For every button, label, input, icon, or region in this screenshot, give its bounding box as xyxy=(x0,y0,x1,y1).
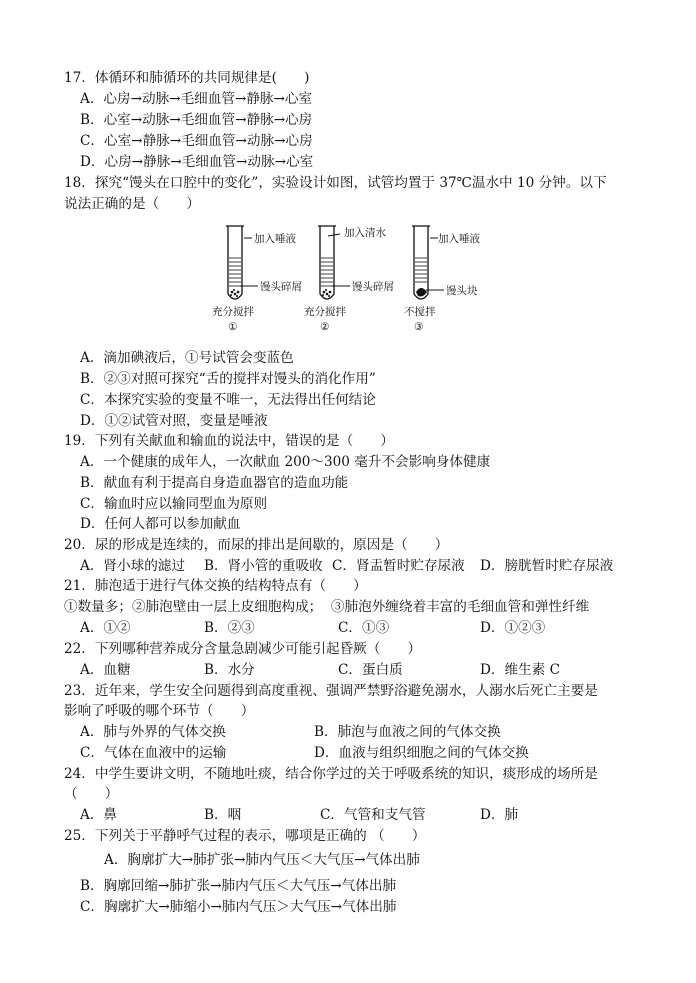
q25-stem: 25．下列关于平静呼气过程的表示，哪项是正确的 （ ） xyxy=(64,828,426,844)
tube2-number: ② xyxy=(320,321,330,333)
q18-option-c: C．本探究实验的变量不唯一，无法得出任何结论 xyxy=(80,392,376,408)
q20-stem: 20．尿的形成是连续的，而尿的排出是间歇的，原因是（ ） xyxy=(64,537,449,553)
tube3-bottom-label: 不搅拌 xyxy=(404,306,436,318)
q18-option-d: D．①②试管对照，变量是唾液 xyxy=(80,413,268,429)
tube3-number: ③ xyxy=(414,321,424,333)
q18-stem-line2: 说法正确的是（ ） xyxy=(64,196,200,212)
q23-option-a: A．肺与外界的气体交换 xyxy=(80,724,226,740)
q23-option-d: D．血液与组织细胞之间的气体交换 xyxy=(314,745,529,761)
q21-option-b: B．②③ xyxy=(204,620,255,636)
q23-stem-line1: 23．近年来，学生安全问题得到高度重视、强调严禁野浴避免溺水，人溺水后死亡主要是 xyxy=(64,683,598,699)
tube2-side-label: 馒头碎屑 xyxy=(352,281,394,293)
q19-option-d: D．任何人都可以参加献血 xyxy=(80,516,241,532)
q22-option-c: C．蛋白质 xyxy=(338,662,403,678)
q20-option-c: C．肾盂暂时贮存尿液 xyxy=(332,558,465,574)
tube3-top-label: 加入唾液 xyxy=(438,233,480,245)
q17-stem: 17．体循环和肺循环的共同规律是( ) xyxy=(64,70,310,86)
q24-option-d: D．肺 xyxy=(480,807,519,823)
q25-option-b: B．胸廓回缩→肺扩张→肺内气压＜大气压→气体出肺 xyxy=(80,878,397,894)
q23-option-b: B．肺泡与血液之间的气体交换 xyxy=(314,724,501,740)
test-tube-figure xyxy=(206,224,486,336)
q22-options xyxy=(80,661,560,679)
tube2-bottom-label: 充分搅拌 xyxy=(304,306,346,318)
tube3-side-label: 馒头块 xyxy=(446,285,478,297)
q21-option-a: A．①② xyxy=(80,620,131,636)
q21-option-c: C．①③ xyxy=(338,620,390,636)
q23-options-row2 xyxy=(80,744,529,762)
q20-option-d: D．膀胱暂时贮存尿液 xyxy=(480,558,614,574)
q22-option-a: A．血糖 xyxy=(80,662,131,678)
tube1-number: ① xyxy=(228,321,238,333)
q19-option-b: B．献血有利于提高自身造血器官的造血功能 xyxy=(80,475,349,491)
q24-option-a: A．鼻 xyxy=(80,807,118,823)
q20-option-a: A．肾小球的滤过 xyxy=(80,558,185,574)
q25-option-c: C．胸廓扩大→肺缩小→肺内气压＞大气压→气体出肺 xyxy=(80,899,397,915)
q17-option-b: B．心室→动脉→毛细血管→静脉→心房 xyxy=(80,112,313,128)
tube1-top-label: 加入唾液 xyxy=(254,233,296,245)
q21-option-d: D．①②③ xyxy=(480,620,546,636)
q22-option-b: B．水分 xyxy=(204,662,255,678)
q23-option-c: C．气体在血液中的运输 xyxy=(80,745,227,761)
q19-option-a: A．一个健康的成年人，一次献血 200～300 毫升不会影响身体健康 xyxy=(80,454,491,470)
q21-statements: ①数量多；②肺泡壁由一层上皮细胞构成； ③肺泡外缠绕着丰富的毛细血管和弹性纤维 xyxy=(64,599,590,615)
q19-option-c: C．输血时应以输同型血为原则 xyxy=(80,496,268,512)
q25-option-a: A．胸廓扩大→肺扩张→肺内气压＜大气压→气体出肺 xyxy=(104,852,420,868)
tube1-bottom-label: 充分搅拌 xyxy=(212,306,254,318)
tube1-side-label: 馒头碎屑 xyxy=(260,281,302,293)
q22-stem: 22．下列哪种营养成分含量急剧减少可能引起昏厥（ ） xyxy=(64,641,422,657)
q20-option-b: B．肾小管的重吸收 xyxy=(204,558,323,574)
q22-option-d: D．维生素 C xyxy=(480,662,560,678)
q19-stem: 19．下列有关献血和输血的说法中，错误的是（ ） xyxy=(64,433,394,449)
q24-options xyxy=(80,806,518,824)
q23-options-row1 xyxy=(80,723,501,741)
q17-option-a: A．心房→动脉→毛细血管→静脉→心室 xyxy=(80,91,313,107)
q24-option-c: C．气管和支气管 xyxy=(320,807,426,823)
q24-option-b: B．咽 xyxy=(204,807,242,823)
tube2-top-label: 加入清水 xyxy=(344,227,386,239)
q20-options xyxy=(80,557,613,575)
q17-option-c: C．心室→静脉→毛细血管→动脉→心房 xyxy=(80,133,313,149)
q21-stem: 21．肺泡适于进行气体交换的结构特点有（ ） xyxy=(64,578,367,594)
q18-option-a: A．滴加碘液后，①号试管会变蓝色 xyxy=(80,350,294,366)
q17-option-d: D．心房→静脉→毛细血管→动脉→心室 xyxy=(80,154,314,170)
q18-stem-line1: 18．探究“馒头在口腔中的变化”，实验设计如图，试管均置于 37℃温水中 10 分钟。以下 xyxy=(64,175,607,191)
q18-option-b: B．②③对照可探究“舌的搅拌对馒头的消化作用” xyxy=(80,371,376,387)
q24-stem-line2: （ ） xyxy=(64,786,119,802)
q23-stem-line2: 影响了呼吸的哪个环节（ ） xyxy=(64,703,255,719)
q24-stem-line1: 24．中学生要讲文明，不随地吐痰，结合你学过的关于呼吸系统的知识，痰形成的场所是 xyxy=(64,766,598,782)
q21-options xyxy=(80,619,545,637)
